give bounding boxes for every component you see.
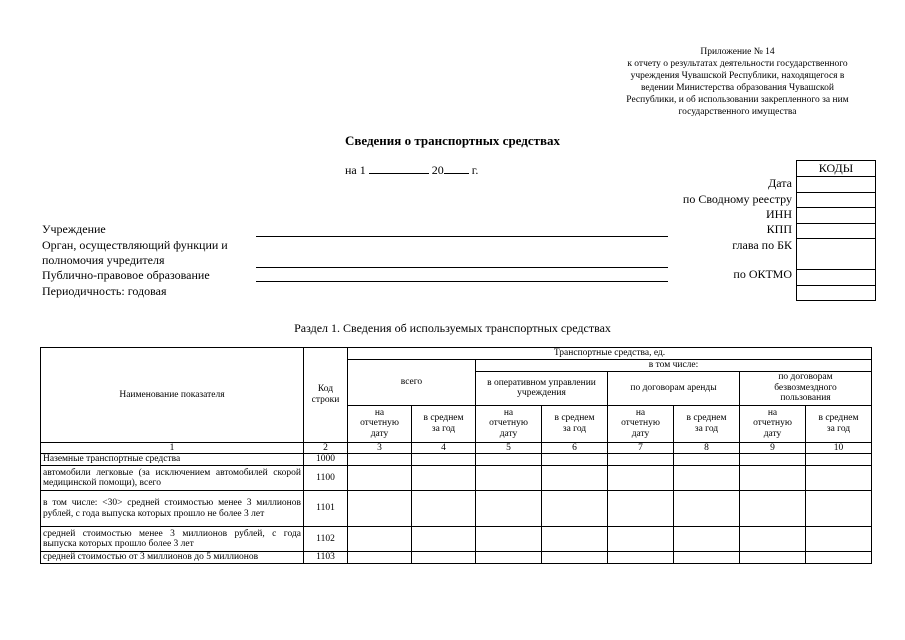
row-name: средней стоимостью от 3 миллионов до 5 миллионов — [41, 552, 304, 564]
table-row — [41, 466, 872, 491]
label-institution: Учреждение — [42, 222, 106, 236]
transport-table — [40, 347, 872, 564]
t: за год — [826, 423, 851, 434]
row-name: в том числе: <30> средней стоимостью менее 3 миллионов рублей, с года выпуска которых прошло не более 3 лет — [41, 491, 304, 527]
t: отчетную — [621, 418, 660, 429]
t: отчетную — [753, 418, 792, 429]
code-cell-glava[interactable] — [797, 239, 875, 270]
table-row — [41, 491, 872, 527]
col-num: 3 — [348, 442, 412, 454]
data-cell[interactable] — [806, 454, 872, 466]
code-cell-oktmo[interactable] — [797, 270, 875, 286]
header-operational — [476, 371, 608, 405]
subheader-on-date — [348, 405, 412, 442]
appendix-line: к отчету о результатах деятельности государственного — [627, 59, 848, 69]
data-cell[interactable] — [740, 454, 806, 466]
row-name: автомобили легковые (за исключением автомобилей скорой медицинской помощи), всего — [41, 466, 304, 491]
t: в среднем — [686, 413, 727, 423]
data-cell[interactable] — [608, 527, 674, 552]
row-code: 1103 — [304, 552, 348, 564]
institution-line[interactable] — [256, 236, 668, 237]
subheader-on-date — [476, 405, 542, 442]
subheader-average — [542, 405, 608, 442]
data-cell[interactable] — [476, 527, 542, 552]
data-cell[interactable] — [674, 491, 740, 527]
label-svodny-reestr: по Сводному реестру — [682, 192, 792, 206]
label-kpp: КПП — [766, 222, 792, 236]
label-organ-1: Орган, осуществляющий функции и — [42, 238, 228, 252]
row-name: средней стоимостью менее 3 миллионов рублей, с года выпуска которых прошло более 3 лет — [41, 527, 304, 552]
data-cell[interactable] — [348, 491, 412, 527]
data-cell[interactable] — [412, 527, 476, 552]
label-oktmo: по ОКТМО — [733, 267, 792, 281]
subheader-on-date — [608, 405, 674, 442]
appendix-line: государственного имущества — [678, 107, 797, 117]
t: дату — [631, 428, 650, 439]
table-row — [41, 454, 872, 466]
data-cell[interactable] — [740, 552, 806, 564]
header-operational-line: учреждения — [517, 388, 566, 398]
header-total: всего — [348, 360, 476, 406]
col-num: 5 — [476, 442, 542, 454]
code-cell-svodny[interactable] — [797, 193, 875, 209]
label-inn: ИНН — [766, 207, 792, 221]
col-num: 8 — [674, 442, 740, 454]
header-free-line: по договорам — [778, 372, 833, 383]
header-including: в том числе: — [476, 360, 872, 372]
data-cell[interactable] — [348, 466, 412, 491]
day-month-blank[interactable] — [369, 162, 429, 174]
t: за год — [431, 423, 456, 434]
appendix-note — [600, 46, 875, 118]
data-cell[interactable] — [476, 491, 542, 527]
label-periodicity: Периодичность: годовая — [42, 284, 167, 298]
t: на — [635, 407, 646, 418]
ppo-line[interactable] — [256, 281, 668, 282]
t: дату — [763, 428, 782, 439]
col-num: 1 — [41, 442, 304, 454]
data-cell[interactable] — [608, 491, 674, 527]
header-code — [304, 348, 348, 443]
column-number-row — [41, 442, 872, 454]
code-cell-date[interactable] — [797, 177, 875, 193]
document-title: Сведения о транспортных средствах — [344, 133, 561, 148]
data-cell[interactable] — [674, 552, 740, 564]
label-organ-2: полномочия учредителя — [42, 253, 165, 267]
col-num: 10 — [806, 442, 872, 454]
data-cell[interactable] — [542, 466, 608, 491]
t: на — [767, 407, 778, 418]
data-cell[interactable] — [674, 454, 740, 466]
header-name: Наименование показателя — [41, 348, 304, 443]
appendix-line: учреждения Чувашской Республики, находящегося в — [630, 71, 845, 81]
table-row — [41, 527, 872, 552]
data-cell[interactable] — [476, 466, 542, 491]
header-code-line: Код — [317, 384, 334, 395]
t: за год — [562, 423, 587, 434]
data-cell[interactable] — [608, 466, 674, 491]
header-free-use — [740, 371, 872, 405]
t: на — [503, 407, 514, 418]
row-code: 1100 — [304, 466, 348, 491]
organ-line[interactable] — [256, 267, 668, 268]
data-cell[interactable] — [476, 552, 542, 564]
t: отчетную — [360, 418, 399, 429]
data-cell[interactable] — [608, 552, 674, 564]
date-suffix: г. — [471, 163, 479, 177]
code-cell-kpp[interactable] — [797, 224, 875, 240]
row-code: 1101 — [304, 491, 348, 527]
appendix-line: Республики, и об использовании закрепленного за ним — [626, 95, 849, 105]
label-ppo: Публично-правовое образование — [42, 268, 210, 282]
label-date: Дата — [768, 176, 792, 190]
data-cell[interactable] — [542, 491, 608, 527]
col-num: 4 — [412, 442, 476, 454]
row-code: 1102 — [304, 527, 348, 552]
row-name: Наземные транспортные средства — [41, 454, 304, 466]
data-cell[interactable] — [542, 527, 608, 552]
data-cell[interactable] — [674, 527, 740, 552]
t: в среднем — [423, 413, 464, 423]
table-row — [41, 552, 872, 564]
col-num: 2 — [304, 442, 348, 454]
subheader-average — [806, 405, 872, 442]
header-operational-line: в оперативном управлении — [487, 377, 596, 388]
col-num: 9 — [740, 442, 806, 454]
data-cell[interactable] — [806, 491, 872, 527]
data-cell[interactable] — [674, 466, 740, 491]
code-cell-period[interactable] — [797, 286, 875, 302]
subheader-average — [674, 405, 740, 442]
appendix-line: ведении Министерства образования Чувашской — [640, 83, 835, 93]
data-cell[interactable] — [806, 527, 872, 552]
codes-box — [796, 160, 876, 301]
data-cell[interactable] — [476, 454, 542, 466]
data-cell[interactable] — [542, 454, 608, 466]
report-date-line — [345, 162, 478, 178]
t: на — [374, 407, 385, 418]
header-rent: по договорам аренды — [608, 371, 740, 405]
data-cell[interactable] — [740, 527, 806, 552]
data-cell[interactable] — [412, 491, 476, 527]
appendix-line: Приложение № 14 — [700, 47, 775, 57]
label-glava-bk: глава по БК — [732, 238, 792, 252]
t: дату — [499, 428, 518, 439]
header-code-line: строки — [311, 394, 340, 405]
row-code: 1000 — [304, 454, 348, 466]
t: дату — [370, 428, 389, 439]
header-free-line: пользования — [780, 393, 831, 404]
codes-header: КОДЫ — [797, 161, 875, 177]
section-title: Раздел 1. Сведения об используемых транспортных средствах — [294, 321, 611, 335]
data-cell[interactable] — [412, 454, 476, 466]
year-prefix: 20 — [431, 163, 444, 177]
data-cell[interactable] — [348, 454, 412, 466]
header-free-line: безвозмездного — [774, 382, 837, 393]
data-cell[interactable] — [412, 466, 476, 491]
t: отчетную — [489, 418, 528, 429]
subheader-on-date — [740, 405, 806, 442]
year-blank[interactable] — [444, 162, 469, 174]
data-cell[interactable] — [740, 491, 806, 527]
data-cell[interactable] — [542, 552, 608, 564]
data-cell[interactable] — [806, 552, 872, 564]
t: в среднем — [818, 413, 859, 423]
data-cell[interactable] — [348, 552, 412, 564]
t: за год — [694, 423, 719, 434]
data-cell[interactable] — [348, 527, 412, 552]
data-cell[interactable] — [806, 466, 872, 491]
subheader-average — [412, 405, 476, 442]
col-num: 6 — [542, 442, 608, 454]
data-cell[interactable] — [608, 454, 674, 466]
date-prefix: на 1 — [345, 163, 366, 177]
t: в среднем — [554, 413, 595, 423]
code-cell-inn[interactable] — [797, 208, 875, 224]
col-num: 7 — [608, 442, 674, 454]
data-cell[interactable] — [740, 466, 806, 491]
data-cell[interactable] — [412, 552, 476, 564]
header-transport: Транспортные средства, ед. — [348, 348, 872, 360]
